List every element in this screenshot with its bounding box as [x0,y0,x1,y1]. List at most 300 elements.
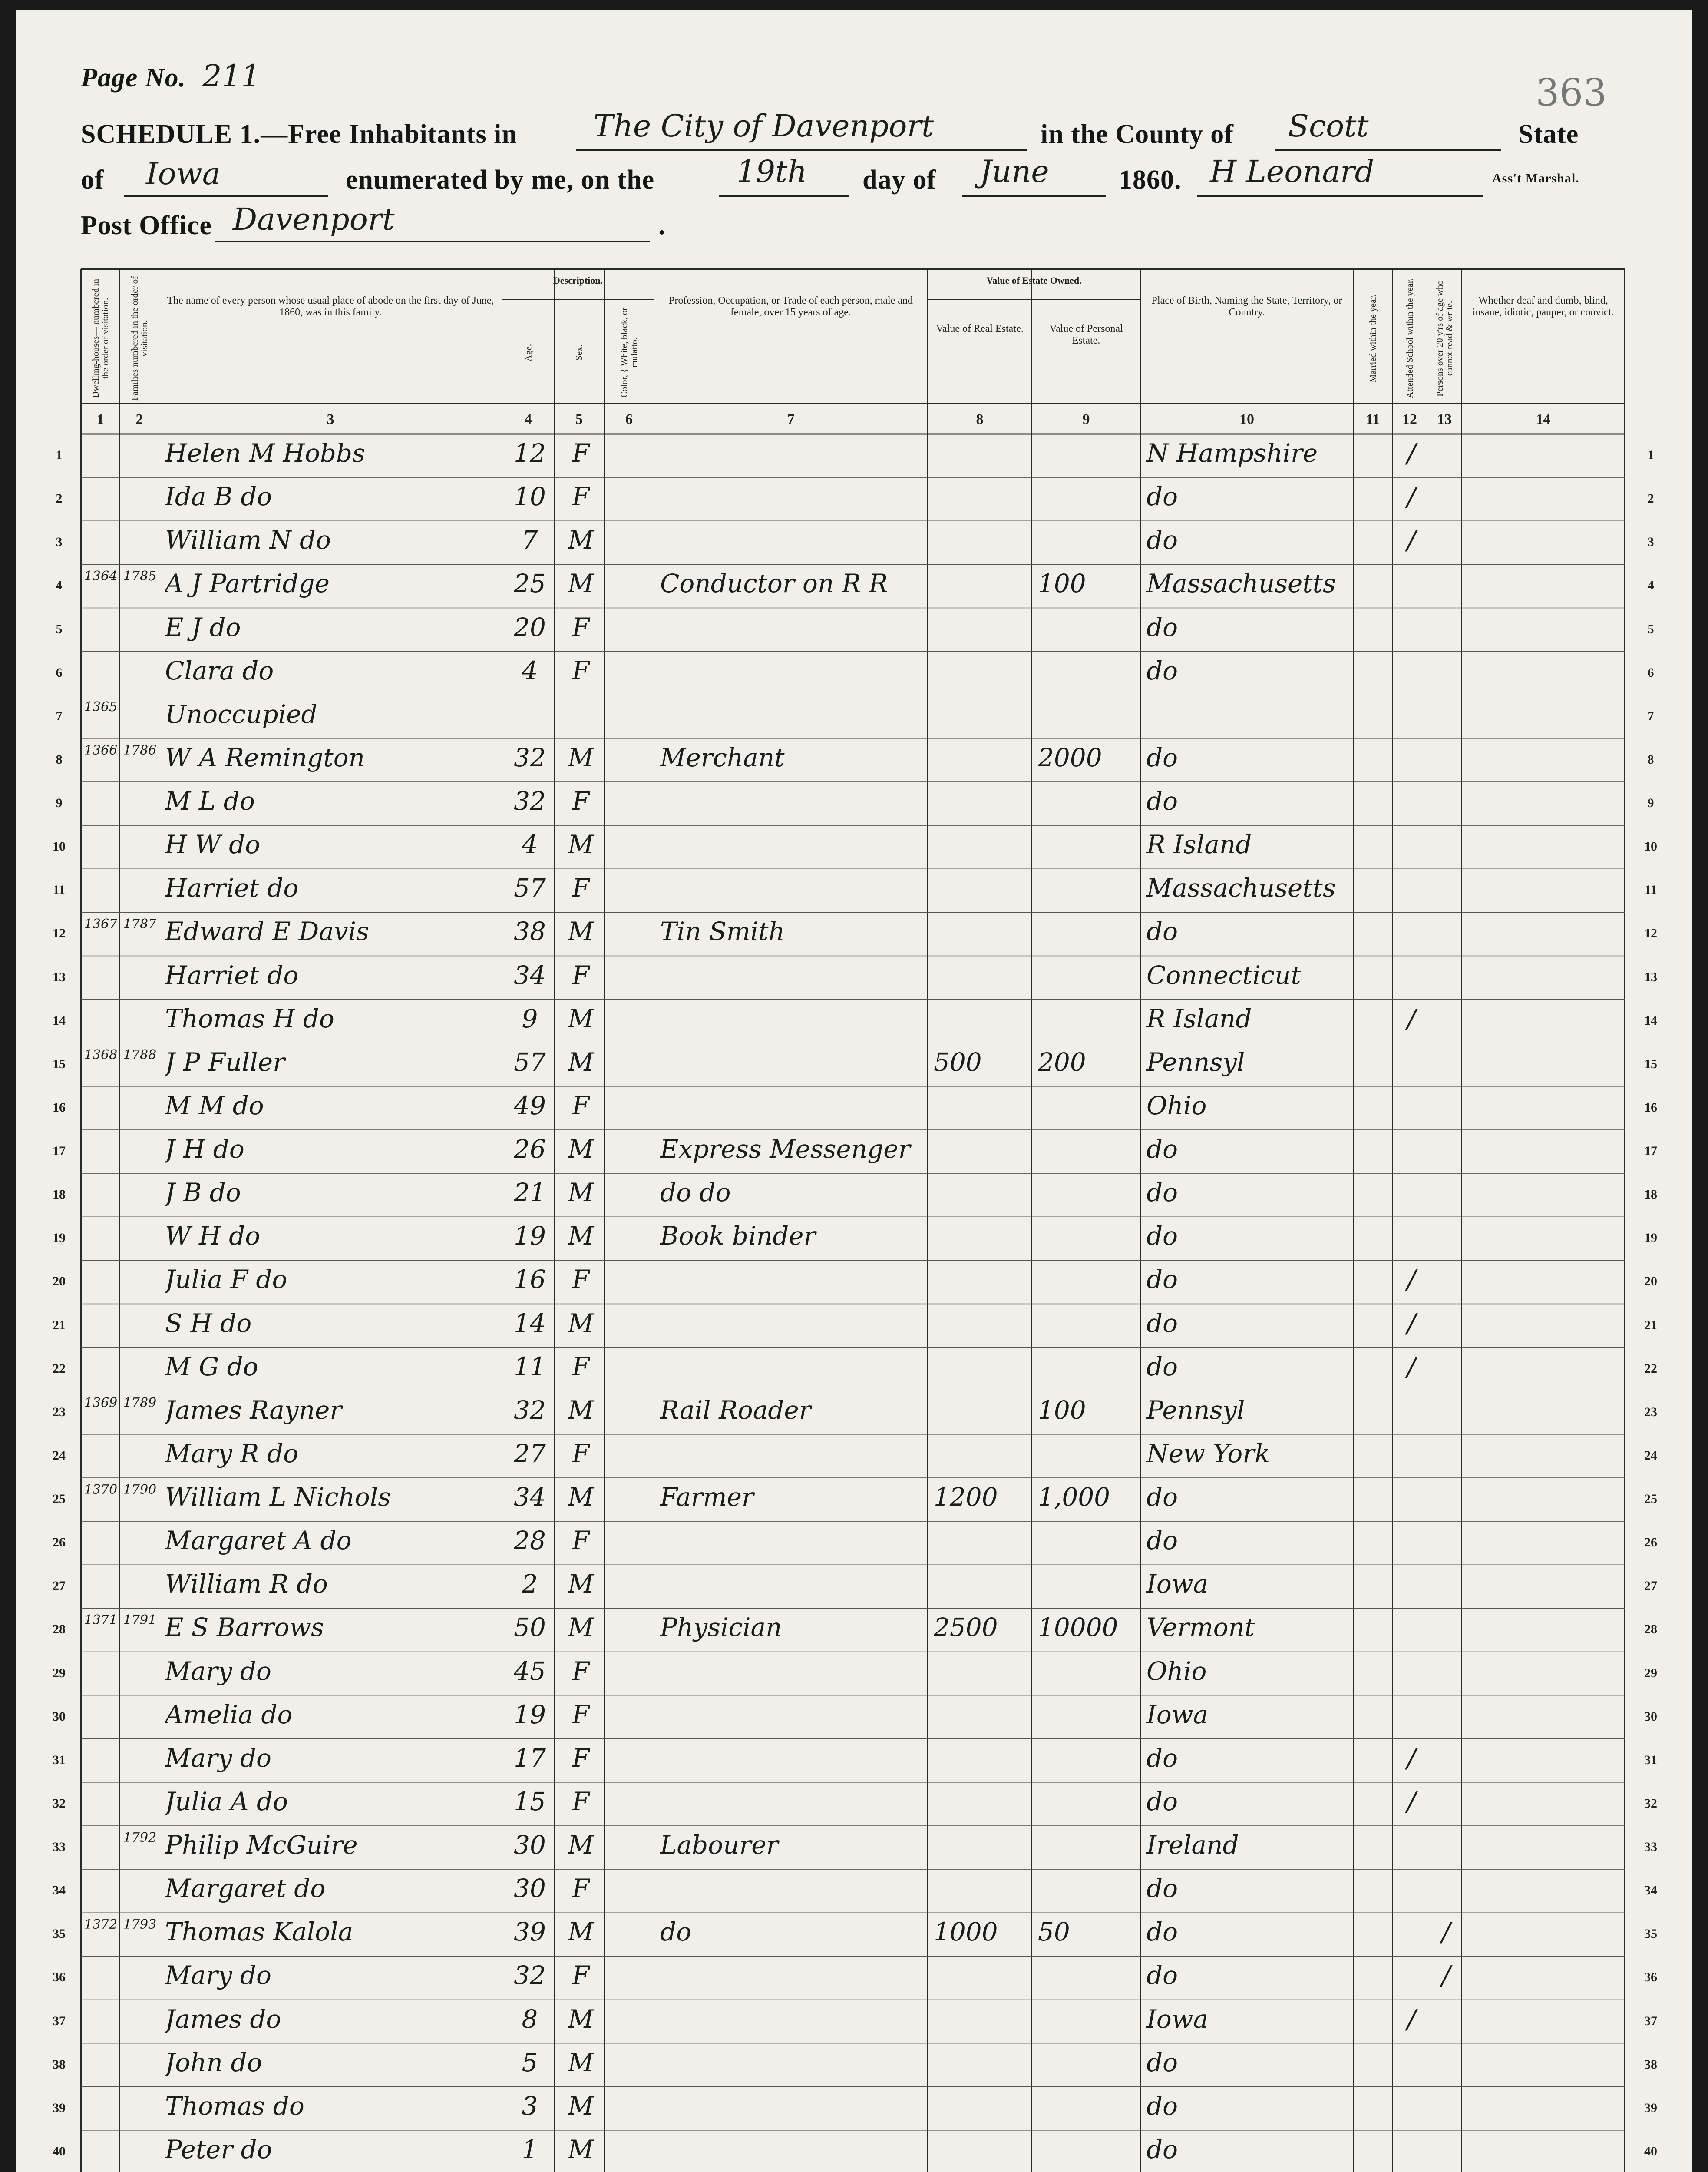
row-number-right: 17 [1644,1144,1657,1159]
cell-fam: 1787 [123,917,157,932]
corner-number: 363 [1536,71,1607,115]
cell-age: 21 [514,1178,546,1208]
cell-birth: do [1146,2047,1178,2077]
cell-sch: / [1407,1265,1416,1295]
cell-sex: F [572,1090,590,1120]
cell-birth: New York [1146,1438,1270,1468]
column-header-14: Whether deaf and dumb, blind, insane, idiotic, pauper, or convict. [1472,295,1614,318]
cell-age: 7 [522,525,538,555]
cell-name: Thomas Kalola [165,1917,353,1947]
cell-name: Philip McGuire [165,1830,358,1860]
column-header-5: Sex. [574,344,585,361]
cell-occ: Merchant [660,742,785,772]
cell-name: Mary do [165,1960,271,1990]
cell-sex: F [572,1786,590,1816]
column-header-2: Families numbered in the order of visitation. [129,276,149,401]
cell-birth: Ireland [1146,1830,1239,1860]
cell-birth: do [1146,656,1178,685]
cell-sex: F [572,1699,590,1729]
cell-age: 14 [514,1308,546,1338]
column-header-8: Value of Real Estate. [936,323,1024,334]
cell-name: Peter do [165,2134,272,2164]
enumerated-label: enumerated by me, on the [346,165,655,195]
cell-sch: / [1407,482,1416,513]
row-number-left: 18 [53,1187,66,1202]
row-number-left: 13 [53,970,66,984]
column-number-4: 4 [524,411,532,427]
row-number-right: 5 [1647,622,1654,636]
cell-birth: do [1146,1351,1178,1381]
cell-age: 11 [514,1351,546,1381]
post-office-name: Davenport [233,202,395,237]
cell-age: 2 [522,1569,538,1599]
cell-sex: F [572,438,590,468]
cell-occ: Conductor on R R [660,569,888,599]
cell-fam: 1786 [123,742,157,758]
row-number-right: 27 [1644,1579,1657,1593]
cell-birth: do [1146,1917,1178,1947]
row-number-left: 14 [53,1013,66,1028]
cell-sex: F [572,960,590,990]
column-header-12: Attended School within the year. [1404,278,1415,398]
row-number-left: 16 [53,1100,66,1115]
cell-occ: Physician [660,1612,782,1642]
row-number-left: 4 [56,578,63,593]
row-number-left: 21 [53,1318,66,1332]
row-number-right: 28 [1644,1622,1657,1637]
cell-age: 16 [514,1265,546,1295]
cell-sex: F [572,656,590,685]
cell-birth: do [1146,2134,1178,2164]
cell-age: 5 [522,2047,538,2077]
census-sheet: Page No. 211 363 SCHEDULE 1.—Free Inhabitants in The City of Davenport in the County of Scott State of Iowa enumerated by me, on the 19th day of June 1860. H Leonard Ass't Marshal. Post Office Davenport . Description. Value of Estate Owned. Dwelling-houses— numbered in the order of visitation. 1 Families numbered in the order of visitation. 2 The name of every person whose usual place of abode on the first day of June, 1860, was in this family. 3 Age. 4 Sex. 5 Color, { White, black, or mulatto. 6 Profession, Occupation, or Trade of each person, male and female, over 15 years of age. 7 Value of Real Estate. 8 Value of Personal Estate. 9 Place of Birth, Naming the State, Territory, or Country. 10 Married within the year. 11 Attended School within the year. 12 Persons over 20 y'rs of age who cannot read & write. 13 Whether deaf and dumb, blind, insane, idiotic, pauper, or convict. 14 1 1 Helen M Hobbs 12 F N Hampshire / 2 2 Ida B do 10 F do / 3 3 William N do 7 M do / 4 4 1364 1785 A J Partridge 25 M Conductor on R R 100 Massachusetts 5 5 E J do 20 F do 6 6 Clara do 4 F do 7 7 1365 Unoccupied 8 8 1366 1786 W A Remington 32 M Merchant 2000 do 9 9 M L do 32 F do 10 10 H W do 4 M R Island 11 11 Harriet do 57 F Massachusetts 12 12 1367 1787 Edward E Davis 38 M Tin Smith do 13 13 Harriet do 34 F Connecticut 14 14 Thomas H do 9 M R Island / 15 15 1368 1788 J P Fuller 57 M 500 200 Pennsyl 16 16 M M do 49 F Ohio 17 17 J H do 26 M Express Messenger do 18 18 J B do 21 M do do do 19 19 W H do 19 M Book binder do 20 20 Julia F do 16 F do / 21 21 S H do 14 M do / 22 22 M G do 11 F do / 23 23 1369 1789 James Rayner 32 M Rail Roader 100 Pennsyl 24 24 Mary R do 27 F New York 25 25 1370 1790 William L Nichols 34 M Farmer 1200 1,000 do 26 26 Margaret A do 28 F do 27 27 William R do 2 M Iowa 28 28 1371 1791 E S Barrows 50 M Physician 2500 10000 Vermont 29 29 Mary do 45 F Ohio 30 30 Amelia do 19 F Iowa 31 31 Mary do 17 F do / 32 32 Julia A do 15 F do / 33 33 1792 Philip McGuire 30 M Labourer Ireland 34 34 Margaret do 30 F do 35 35 1372 1793 Thomas Kalola 39 M do 1000 50 do / 36 36 Mary do 32 F do / 37 37 James do 8 M Iowa / 38 38 John do 5 M do 39 39 Thomas do 3 M do 40 40 Peter do 1 M do [16,10,1692,2172]
row-number-right: 24 [1644,1448,1657,1463]
row-number-right: 37 [1644,2013,1657,2028]
cell-dw: 1368 [84,1047,118,1063]
row-number-left: 10 [53,839,66,854]
cell-sex: M [568,1178,594,1208]
column-number-10: 10 [1239,411,1254,427]
cell-sex: M [568,1395,594,1425]
cell-fam: 1793 [123,1917,157,1933]
cell-name: Mary do [165,1743,271,1773]
row-number-left: 28 [53,1622,66,1637]
cell-birth: Massachusetts [1146,873,1336,903]
cell-dw: 1367 [84,917,118,932]
column-header-4: Age. [522,344,533,361]
column-number-2: 2 [135,411,143,427]
cell-pe: 1,000 [1038,1482,1110,1512]
row-number-right: 40 [1644,2144,1657,2159]
row-number-left: 12 [53,926,66,941]
cell-birth: do [1146,1960,1178,1990]
page-label: Page No. [81,63,186,93]
column-number-1: 1 [96,411,104,427]
row-number-left: 22 [53,1361,66,1376]
row-number-right: 25 [1644,1492,1657,1506]
cell-sex: F [572,1743,590,1773]
cell-dw: 1365 [84,699,118,715]
cell-sex: M [568,1308,594,1338]
cell-age: 26 [514,1134,546,1164]
cell-name: William N do [165,525,331,555]
cell-birth: Pennsyl [1146,1047,1245,1077]
cell-age: 32 [514,786,546,816]
cell-age: 49 [514,1090,546,1120]
cell-dw: 1364 [84,569,118,584]
cell-pe: 200 [1038,1047,1086,1077]
column-header-10: Place of Birth, Naming the State, Territory, or Country. [1151,295,1342,318]
cell-sex: M [568,2047,594,2077]
cell-age: 15 [514,1786,546,1816]
cell-birth: do [1146,1221,1178,1251]
cell-pe: 100 [1038,569,1086,599]
cell-age: 12 [514,438,546,468]
row-number-right: 10 [1644,839,1657,854]
cell-age: 38 [514,917,546,947]
cell-age: 34 [514,1482,546,1512]
row-number-right: 16 [1644,1100,1657,1115]
column-header-9: Value of Personal Estate. [1049,323,1123,346]
cell-fam: 1788 [123,1047,157,1063]
row-number-left: 31 [53,1752,66,1767]
cell-birth: do [1146,612,1178,642]
row-number-left: 26 [53,1535,66,1550]
cell-birth: do [1146,917,1178,947]
cell-birth: N Hampshire [1146,438,1318,468]
cell-birth: Ohio [1146,1656,1207,1686]
row-number-left: 36 [53,1970,66,1985]
row-number-right: 14 [1644,1013,1657,1028]
cell-name: William L Nichols [165,1482,391,1512]
row-number-right: 6 [1647,665,1654,680]
row-number-right: 31 [1644,1752,1657,1767]
row-number-right: 18 [1644,1187,1657,1202]
row-number-left: 33 [53,1840,66,1854]
cell-birth: Pennsyl [1146,1395,1245,1425]
cell-name: M G do [165,1351,258,1381]
cell-sex: F [572,612,590,642]
row-number-right: 3 [1647,535,1654,550]
row-number-right: 8 [1647,752,1654,767]
cell-sex: M [568,742,594,772]
cell-birth: R Island [1146,830,1252,860]
of-label: of [81,165,104,195]
cell-sex: M [568,2091,594,2121]
cell-age: 28 [514,1526,546,1556]
cell-sex: M [568,1482,594,1512]
row-number-right: 11 [1644,883,1657,897]
column-number-3: 3 [327,411,334,427]
cell-occ: Tin Smith [660,917,785,947]
cell-sex: M [568,569,594,599]
row-number-left: 6 [56,665,63,680]
row-number-left: 27 [53,1579,66,1593]
row-number-left: 32 [53,1796,66,1811]
row-number-right: 13 [1644,970,1657,984]
cell-birth: do [1146,1874,1178,1904]
cell-name: J B do [165,1178,241,1208]
row-number-right: 7 [1647,709,1654,723]
cell-sch: / [1407,1351,1416,1382]
cell-birth: R Island [1146,1003,1252,1033]
row-number-right: 34 [1644,1883,1657,1898]
cell-sex: F [572,873,590,903]
marshal-label: Ass't Marshal. [1492,171,1579,185]
cell-birth: Iowa [1146,1569,1209,1599]
cell-name: Helen M Hobbs [165,438,365,468]
day-of-label: day of [862,165,936,195]
cell-name: H W do [165,830,261,860]
row-number-left: 40 [53,2144,66,2159]
cell-birth: Massachusetts [1146,569,1336,599]
cell-name: Edward E Davis [165,917,369,947]
cell-name: Harriet do [165,873,299,903]
row-number-left: 5 [56,622,63,636]
cell-sex: M [568,917,594,947]
cell-age: 1 [522,2134,538,2164]
row-number-left: 15 [53,1056,66,1071]
cell-birth: do [1146,2091,1178,2121]
cell-sex: M [568,1830,594,1860]
cell-sch: / [1407,438,1416,469]
row-number-right: 2 [1647,491,1654,506]
group-header-description: Description. [553,275,603,286]
cell-fam: 1791 [123,1612,157,1628]
cell-sex: M [568,830,594,860]
row-number-right: 15 [1644,1056,1657,1071]
cell-name: Mary R do [165,1438,299,1468]
county-label: in the County of [1041,119,1234,149]
cell-pe: 100 [1038,1395,1086,1425]
cell-birth: do [1146,1134,1178,1164]
cell-age: 8 [522,2004,538,2034]
row-number-right: 22 [1644,1361,1657,1376]
cell-sex: F [572,1656,590,1686]
cell-sch: / [1407,525,1416,556]
cell-name: Unoccupied [165,699,317,729]
row-number-right: 38 [1644,2057,1657,2072]
cell-dw: 1369 [84,1395,118,1410]
cell-sex: M [568,1047,594,1077]
cell-name: Thomas H do [165,1003,334,1033]
cell-age: 39 [514,1917,546,1947]
cell-name: Amelia do [165,1699,293,1729]
cell-occ: do do [660,1178,731,1208]
cell-name: Thomas do [165,2091,304,2121]
cell-sex: F [572,786,590,816]
row-number-right: 36 [1644,1970,1657,1985]
cell-birth: Iowa [1146,1699,1209,1729]
cell-age: 34 [514,960,546,990]
cell-name: J P Fuller [165,1047,285,1077]
cell-sch: / [1407,1308,1416,1339]
cell-name: James Rayner [165,1395,342,1425]
cell-birth: do [1146,1526,1178,1556]
cell-sex: M [568,1612,594,1642]
cell-name: Margaret do [165,1874,326,1904]
cell-age: 19 [514,1221,546,1251]
cell-sex: M [568,1917,594,1947]
cell-sex: M [568,1569,594,1599]
cell-name: W H do [165,1221,261,1251]
cell-occ: Express Messenger [660,1134,911,1164]
cell-name: Ida B do [165,482,272,512]
cell-name: J H do [165,1134,244,1164]
schedule-title: SCHEDULE 1.—Free Inhabitants in [81,119,517,149]
row-number-left: 23 [53,1404,66,1419]
cell-pe: 50 [1038,1917,1070,1947]
cell-name: M L do [165,786,255,816]
row-number-left: 9 [56,796,63,811]
cell-dw: 1371 [84,1612,118,1628]
cell-dw: 1372 [84,1917,118,1933]
cell-birth: Vermont [1146,1612,1255,1642]
cell-name: Margaret A do [165,1526,352,1556]
row-number-right: 21 [1644,1318,1657,1332]
cell-age: 19 [514,1699,546,1729]
row-number-left: 37 [53,2013,66,2028]
cell-sex: F [572,1874,590,1904]
row-number-left: 24 [53,1448,66,1463]
cell-occ: Labourer [660,1830,779,1860]
cell-sex: F [572,482,590,512]
cell-dw: 1370 [84,1482,118,1498]
column-header-7: Profession, Occupation, or Trade of each person, male and female, over 15 years of age. [669,295,913,318]
cell-birth: Ohio [1146,1090,1207,1120]
cell-birth: do [1146,1482,1178,1512]
column-number-11: 11 [1365,411,1380,427]
cell-sex: M [568,2004,594,2034]
cell-sex: F [572,1351,590,1381]
row-number-right: 4 [1647,578,1654,593]
marshal-name: H Leonard [1210,154,1374,189]
column-header-6: Color, { White, black, or mulatto. [619,307,639,398]
cell-age: 57 [514,873,546,903]
row-number-right: 33 [1644,1840,1657,1854]
row-number-right: 23 [1644,1404,1657,1419]
cell-birth: do [1146,742,1178,772]
row-number-right: 12 [1644,926,1657,941]
column-number-8: 8 [976,411,984,427]
cell-birth: do [1146,1178,1178,1208]
cell-age: 32 [514,1395,546,1425]
cell-birth: do [1146,1308,1178,1338]
column-number-7: 7 [787,411,795,427]
cell-sex: M [568,1221,594,1251]
cell-age: 4 [522,830,538,860]
cell-lit: / [1441,1960,1451,1991]
cell-name: E J do [165,612,241,642]
cell-sex: F [572,1960,590,1990]
group-header-estate: Value of Estate Owned. [986,275,1082,286]
cell-birth: do [1146,1265,1178,1295]
row-number-left: 39 [53,2100,66,2115]
row-number-left: 20 [53,1274,66,1289]
cell-occ: do [660,1917,692,1947]
row-number-right: 9 [1647,796,1654,811]
cell-re: 1000 [934,1917,998,1947]
cell-age: 30 [514,1874,546,1904]
column-header-13: Persons over 20 y'rs of age who cannot read & write. [1434,280,1454,397]
cell-occ: Rail Roader [660,1395,811,1425]
cell-birth: do [1146,525,1178,555]
cell-fam: 1789 [123,1395,157,1410]
cell-pe: 2000 [1038,742,1102,772]
row-number-left: 30 [53,1709,66,1724]
column-header-3: The name of every person whose usual place of abode on the first day of June, 1860, was in this family. [167,295,494,318]
state-name: Iowa [146,156,221,192]
cell-birth: do [1146,786,1178,816]
cell-age: 27 [514,1438,546,1468]
cell-name: James do [165,2004,281,2034]
row-number-right: 26 [1644,1535,1657,1550]
cell-dw: 1366 [84,742,118,758]
row-number-left: 1 [56,448,63,463]
enumeration-day: 19th [737,154,807,189]
cell-fam: 1790 [123,1482,157,1498]
cell-birth: do [1146,1786,1178,1816]
cell-birth: Connecticut [1146,960,1301,990]
cell-sex: M [568,1003,594,1033]
cell-age: 17 [514,1743,546,1773]
row-number-right: 39 [1644,2100,1657,2115]
cell-occ: Farmer [660,1482,754,1512]
cell-name: John do [165,2047,262,2077]
cell-re: 2500 [934,1612,998,1642]
post-office-label: Post Office [81,211,212,240]
row-number-right: 20 [1644,1274,1657,1289]
cell-sex: F [572,1438,590,1468]
row-number-left: 38 [53,2057,66,2072]
row-number-left: 8 [56,752,63,767]
state-label: State [1518,119,1579,149]
cell-fam: 1785 [123,569,157,584]
cell-sex: F [572,1265,590,1295]
cell-re: 1200 [934,1482,998,1512]
cell-fam: 1792 [123,1830,157,1846]
place-name: The City of Davenport [593,108,934,144]
row-number-left: 25 [53,1492,66,1506]
cell-name: Harriet do [165,960,299,990]
cell-age: 10 [514,482,546,512]
cell-age: 9 [522,1003,538,1033]
cell-age: 57 [514,1047,546,1077]
cell-birth: do [1146,1743,1178,1773]
cell-sch: / [1407,1003,1416,1034]
cell-sch: / [1407,1743,1416,1774]
row-number-right: 19 [1644,1231,1657,1245]
enumeration-month: June [980,154,1049,189]
row-number-left: 2 [56,491,63,506]
column-header-1: Dwelling-houses— numbered in the order of visitation. [90,278,110,398]
cell-age: 32 [514,742,546,772]
cell-sch: / [1407,1786,1416,1817]
cell-name: M M do [165,1090,264,1120]
cell-age: 30 [514,1830,546,1860]
row-number-left: 34 [53,1883,66,1898]
cell-sex: M [568,1134,594,1164]
column-number-9: 9 [1082,411,1090,427]
cell-age: 45 [514,1656,546,1686]
column-number-14: 14 [1536,411,1551,427]
cell-name: S H do [165,1308,252,1338]
cell-name: Julia A do [165,1786,288,1816]
row-number-left: 29 [53,1665,66,1680]
cell-age: 4 [522,656,538,685]
cell-name: William R do [165,1569,328,1599]
cell-name: Julia F do [165,1265,287,1295]
